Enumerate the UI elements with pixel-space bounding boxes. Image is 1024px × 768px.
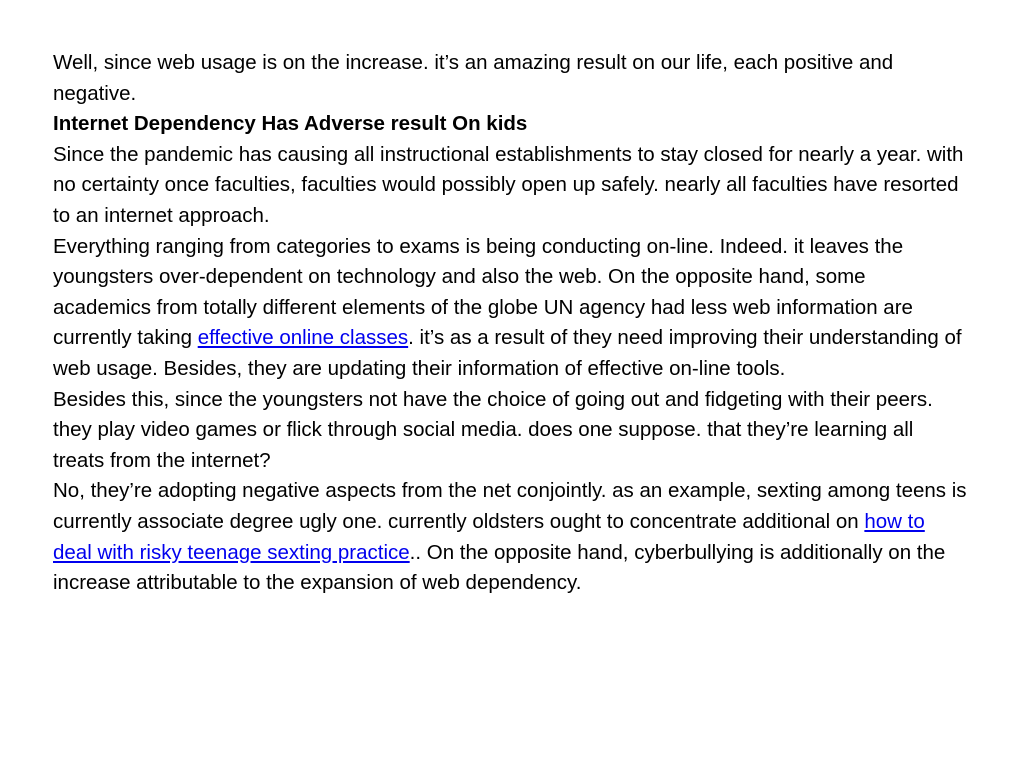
intro-paragraph: Well, since web usage is on the increase. it’s an amazing result on our life, each positive and negative. xyxy=(53,51,894,105)
section-heading: Internet Dependency Has Adverse result On kids xyxy=(53,112,528,136)
sexting-text-before: No, they’re adopting negative aspects from the net conjointly. as an example, sexting among teens is currently associate degree ugly one. currently oldsters ought to concentrate additional on xyxy=(53,479,967,533)
slide-body xyxy=(53,48,968,599)
online-classes-text-after: . it’s as a result of they need improving their understanding of web usage. Besides, they are updating their information of effective on-line tools. xyxy=(53,326,962,380)
online-classes-paragraph xyxy=(53,232,968,385)
youngsters-paragraph: Besides this, since the youngsters not have the choice of going out and fidgeting with their peers. they play video games or flick through social media. does one suppose. that they’re learning all treats from the internet? xyxy=(53,387,933,472)
teenage-sexting-practice-link[interactable]: how to deal with risky teenage sexting practice xyxy=(53,509,925,564)
sexting-text-after: .. On the opposite hand, cyberbullying is additionally on the increase attributable to the expansion of web dependency. xyxy=(53,540,946,595)
online-classes-text-before: Everything ranging from categories to exams is being conducting on-line. Indeed. it leaves the youngsters over-dependent on technology and also the web. On the opposite hand, some academics from totally different elements of the globe UN agency had less web information are currently taking xyxy=(53,234,913,350)
pandemic-paragraph: Since the pandemic has causing all instructional establishments to stay closed for nearly a year. with no certainty once faculties, faculties would possibly open up safely. nearly all faculties have resorted to an internet approach. xyxy=(53,142,964,227)
effective-online-classes-link[interactable]: effective online classes xyxy=(197,326,409,350)
sexting-paragraph xyxy=(53,476,968,598)
